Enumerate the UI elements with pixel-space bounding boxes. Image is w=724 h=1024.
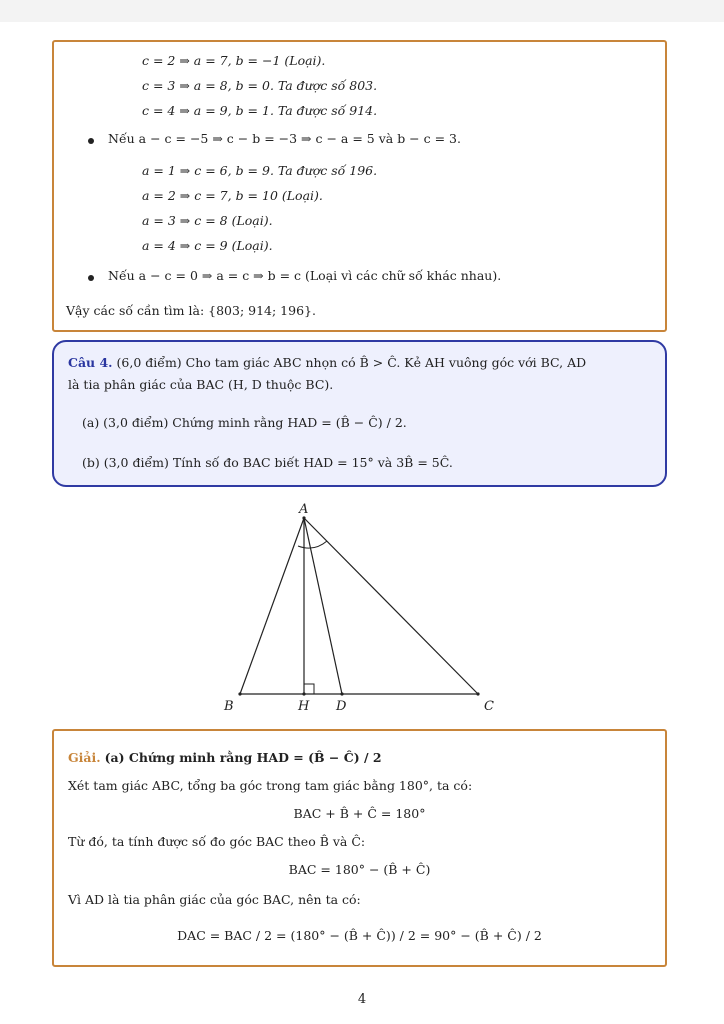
question-box [52,340,667,487]
solution-label: Giải. [68,750,101,765]
case-a4: a = 4 ⇒ c = 9 (Loại). [142,238,273,253]
label-h: H [298,699,310,714]
case-c4: c = 4 ⇒ a = 9, b = 1. Ta được số 914. [142,103,378,118]
previous-solution-box [52,40,667,332]
question-line1 [68,354,586,373]
page-top-strip [0,0,724,22]
label-b: B [224,699,234,714]
question-label: Câu 4. [68,355,113,370]
question-text-line1: (6,0 điểm) Cho tam giác ABC nhọn có B̂ > Ĉ. Kẻ AH vuông góc với BC, AD [116,355,587,370]
case-c2: c = 2 ⇒ a = 7, b = −1 (Loại). [142,53,326,68]
solution-eq3: DAC = BAC / 2 = (180° − (B̂ + Ĉ)) / 2 = 90° − (B̂ + Ĉ) / 2 [177,928,542,943]
case-a1: a = 1 ⇒ c = 6, b = 9. Ta được số 196. [142,163,378,178]
bullet-case-zero: Nếu a − c = 0 ⇒ a = c ⇒ b = c (Loại vì các chữ số khác nhau). [108,268,502,283]
solution-heading-line [68,749,382,767]
angle-arc [298,541,327,548]
bullet-case-minus5: Nếu a − c = −5 ⇒ c − b = −3 ⇒ c − a = 5 và b − c = 3. [108,131,461,146]
segment-ac [304,518,478,694]
triangle-figure [0,500,724,720]
conclusion: Vậy các số cần tìm là: {803; 914; 196}. [66,303,316,318]
question-text-line2: là tia phân giác của BAC (H, D thuộc BC). [68,377,334,392]
label-d: D [336,699,347,714]
solution-eq2: BAC = 180° − (B̂ + Ĉ) [288,862,431,877]
right-angle-mark [304,684,314,694]
question-part-b: (b) (3,0 điểm) Tính số đo BAC biết HAD = 15° và 3B̂ = 5Ĉ. [82,455,453,470]
solution-p1: Xét tam giác ABC, tổng ba góc trong tam giác bằng 180°, ta có: [68,778,473,793]
case-a3: a = 3 ⇒ c = 8 (Loại). [142,213,273,228]
label-a: A [299,502,309,517]
case-a2: a = 2 ⇒ c = 7, b = 10 (Loại). [142,188,323,203]
page-number: 4 [357,992,367,1007]
solution-p3: Vì AD là tia phân giác của góc BAC, nên ta có: [68,892,361,907]
case-c3: c = 3 ⇒ a = 8, b = 0. Ta được số 803. [142,78,378,93]
solution-eq1: BAC + B̂ + Ĉ = 180° [293,806,426,821]
label-c: C [484,699,494,714]
solution-box [52,729,667,967]
solution-p2: Từ đó, ta tính được số đo góc BAC theo B̂ và Ĉ: [68,834,366,849]
bullet-icon [88,138,94,144]
bullet-icon [88,275,94,281]
solution-heading: (a) Chứng minh rằng HAD = (B̂ − Ĉ) / 2 [104,750,382,765]
question-part-a: (a) (3,0 điểm) Chứng minh rằng HAD = (B̂ − Ĉ) / 2. [82,415,407,430]
segment-ab [240,518,304,694]
